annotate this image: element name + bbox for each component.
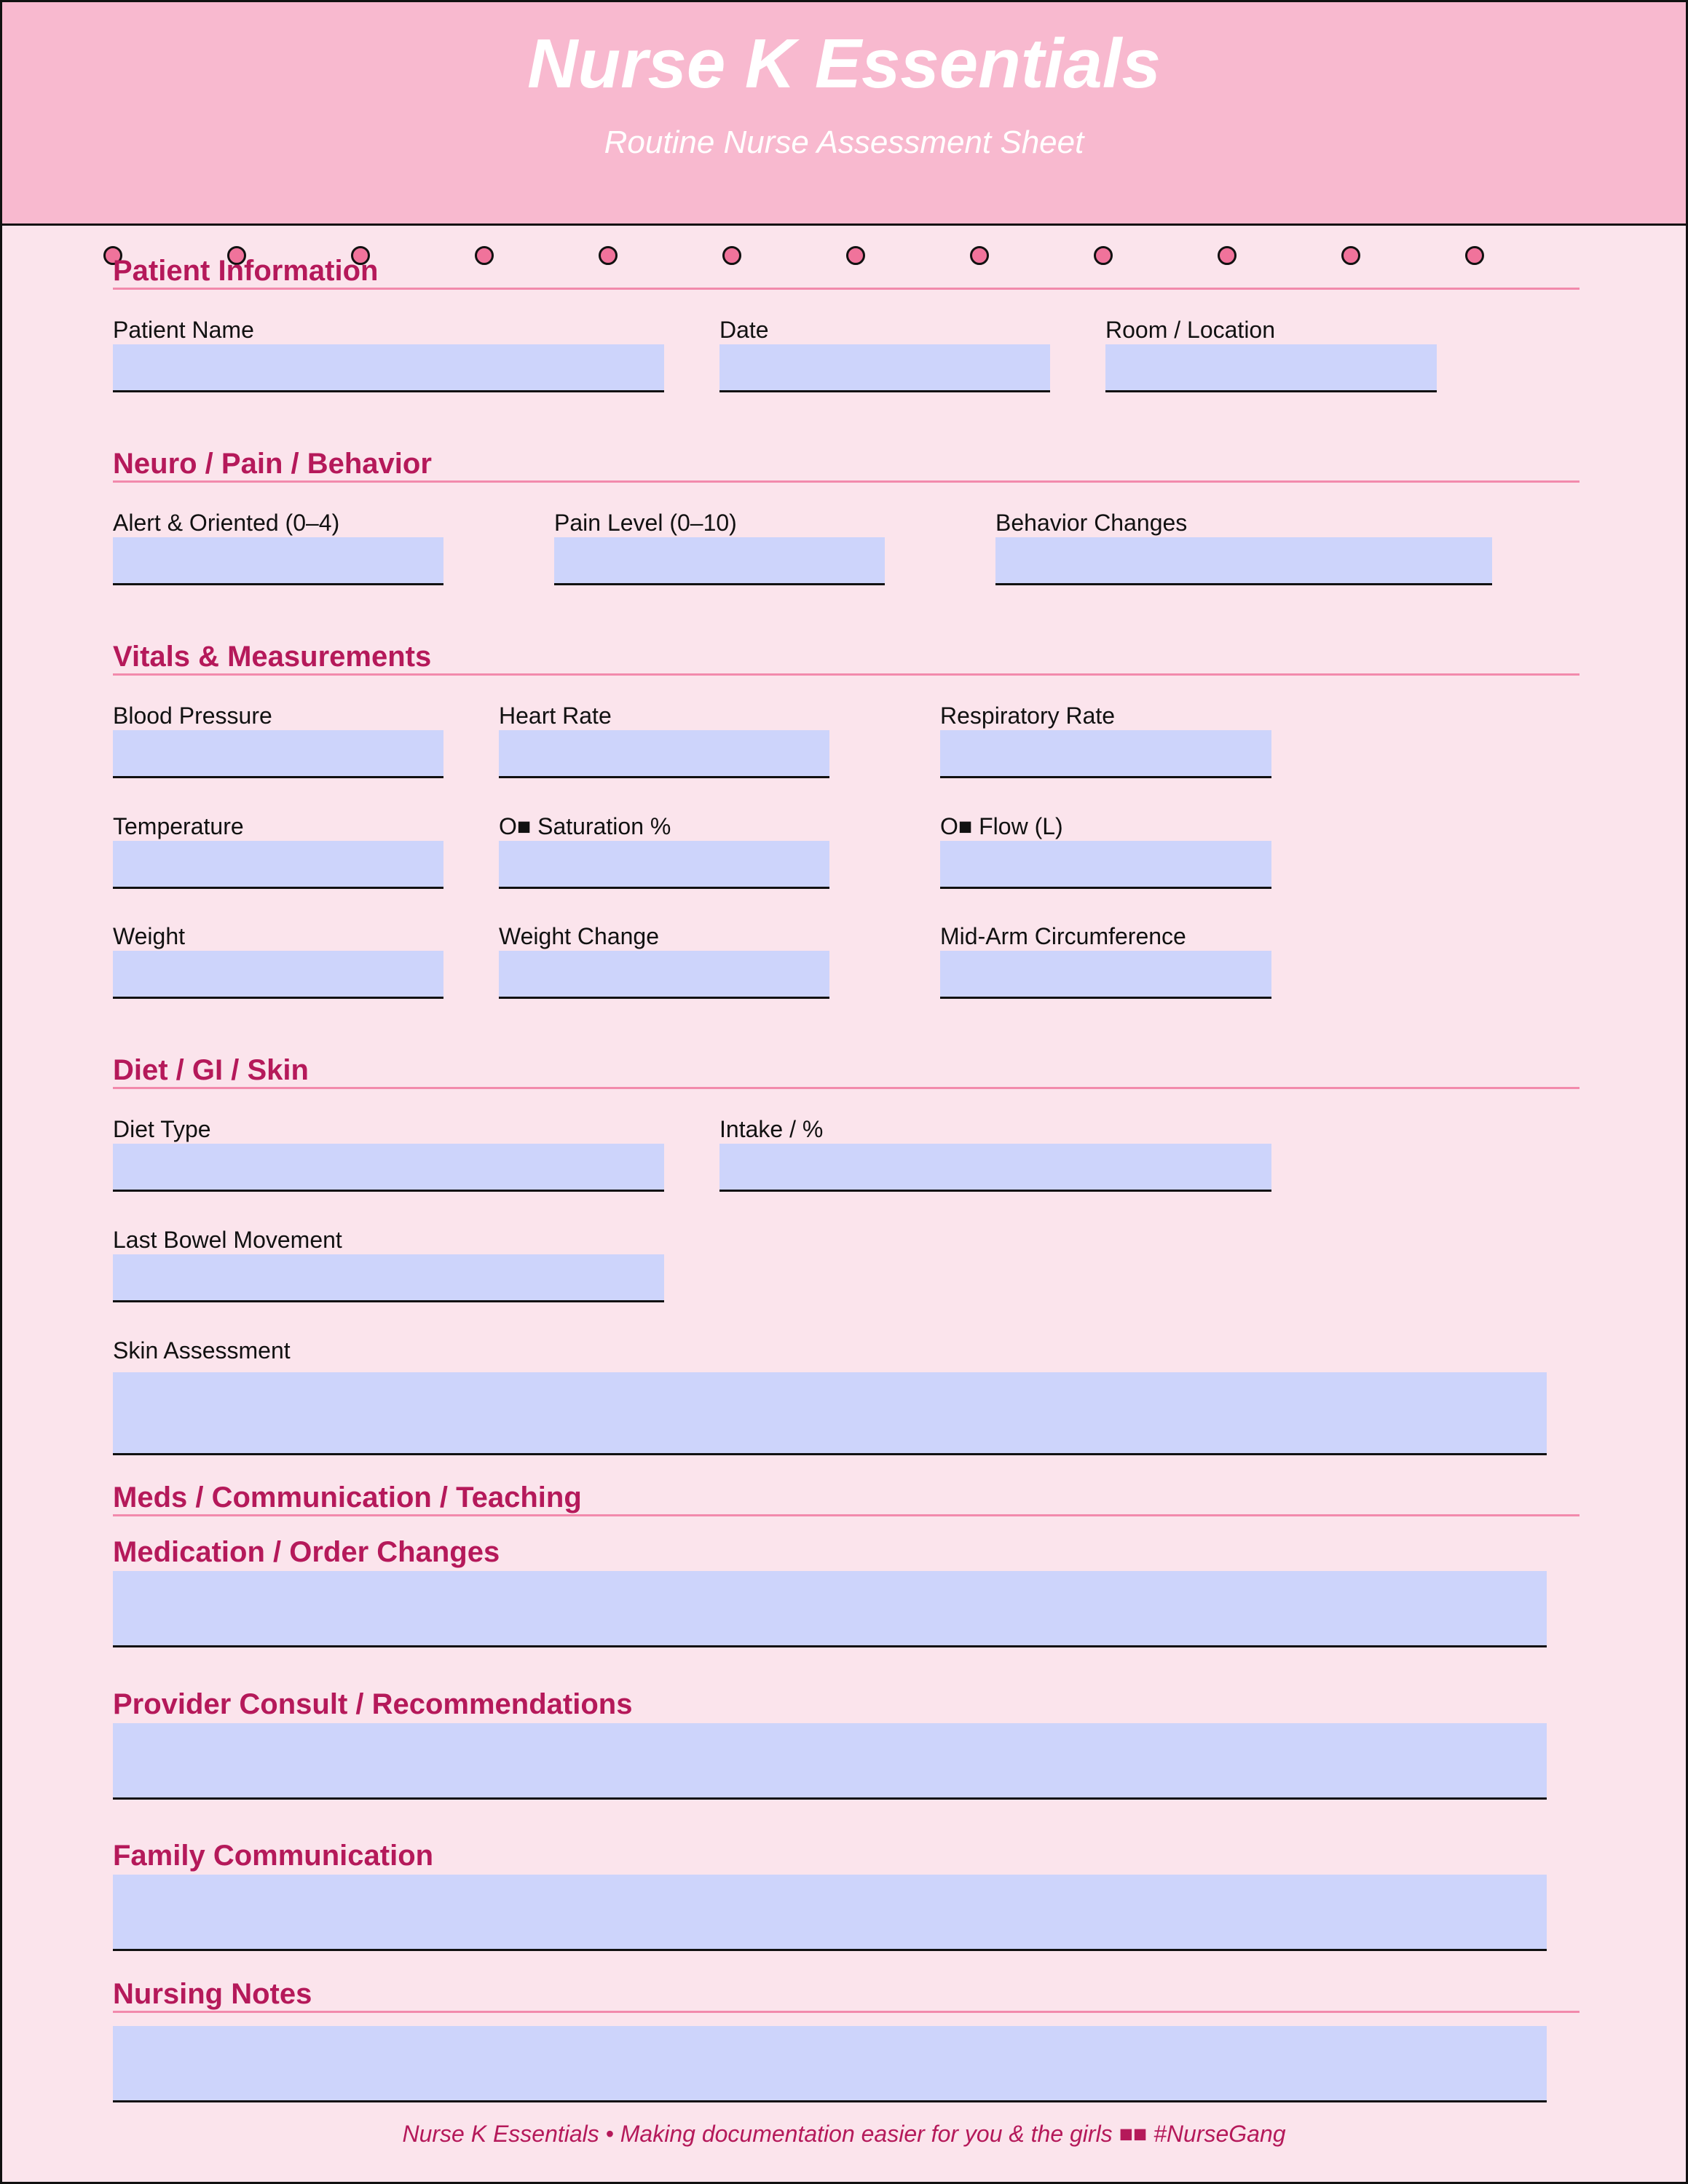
section-divider xyxy=(113,673,1579,676)
respiratory-rate-label: Respiratory Rate xyxy=(940,703,1116,729)
o2-flow-input[interactable] xyxy=(940,841,1271,889)
skin-assessment-label: Skin Assessment xyxy=(113,1337,291,1364)
pain-level-input[interactable] xyxy=(554,537,885,585)
behavior-changes-label: Behavior Changes xyxy=(995,510,1188,536)
binder-hole-icon xyxy=(1341,246,1360,265)
binder-hole-icon xyxy=(1094,246,1113,265)
section-divider xyxy=(113,2011,1579,2013)
behavior-changes-input[interactable] xyxy=(995,537,1492,585)
medication-order-changes-label: Medication / Order Changes xyxy=(113,1536,500,1568)
section-divider xyxy=(113,1087,1579,1089)
family-communication-label: Family Communication xyxy=(113,1840,434,1872)
skin-assessment-input[interactable] xyxy=(113,1372,1547,1455)
provider-consult-input[interactable] xyxy=(113,1723,1547,1800)
section-diet-gi-skin: Diet / GI / Skin xyxy=(113,1054,309,1086)
date-label: Date xyxy=(719,317,769,343)
alert-oriented-input[interactable] xyxy=(113,537,443,585)
weight-change-input[interactable] xyxy=(499,951,829,999)
blood-pressure-input[interactable] xyxy=(113,730,443,778)
heart-rate-label: Heart Rate xyxy=(499,703,612,729)
binder-hole-icon xyxy=(970,246,989,265)
binder-hole-icon xyxy=(599,246,618,265)
blood-pressure-label: Blood Pressure xyxy=(113,703,272,729)
nursing-notes-input[interactable] xyxy=(113,2026,1547,2102)
patient-name-label: Patient Name xyxy=(113,317,254,343)
provider-consult-label: Provider Consult / Recommendations xyxy=(113,1688,633,1720)
family-communication-input[interactable] xyxy=(113,1875,1547,1951)
o2-saturation-input[interactable] xyxy=(499,841,829,889)
weight-input[interactable] xyxy=(113,951,443,999)
patient-name-input[interactable] xyxy=(113,344,664,392)
alert-oriented-label: Alert & Oriented (0–4) xyxy=(113,510,340,536)
section-vitals-measurements: Vitals & Measurements xyxy=(113,641,432,673)
page-title: Nurse K Essentials xyxy=(527,25,1161,103)
binder-hole-icon xyxy=(475,246,494,265)
medication-order-changes-input[interactable] xyxy=(113,1571,1547,1647)
o2-flow-label: O■ Flow (L) xyxy=(940,813,1063,839)
section-nursing-notes: Nursing Notes xyxy=(113,1978,312,2010)
o2-saturation-label: O■ Saturation % xyxy=(499,813,671,839)
section-patient-information: Patient Information xyxy=(113,255,379,287)
heart-rate-input[interactable] xyxy=(499,730,829,778)
binder-hole-icon xyxy=(1218,246,1237,265)
binder-hole-icon xyxy=(722,246,741,265)
last-bowel-movement-input[interactable] xyxy=(113,1254,664,1302)
section-divider xyxy=(113,1514,1579,1516)
binder-hole-icon xyxy=(1465,246,1484,265)
section-divider xyxy=(113,480,1579,483)
mid-arm-circumference-input[interactable] xyxy=(940,951,1271,999)
respiratory-rate-input[interactable] xyxy=(940,730,1271,778)
weight-label: Weight xyxy=(113,923,186,949)
last-bowel-movement-label: Last Bowel Movement xyxy=(113,1227,342,1253)
temperature-label: Temperature xyxy=(113,813,244,839)
mid-arm-circumference-label: Mid-Arm Circumference xyxy=(940,923,1186,949)
section-divider xyxy=(113,288,1579,290)
room-location-label: Room / Location xyxy=(1105,317,1276,343)
page-subtitle: Routine Nurse Assessment Sheet xyxy=(604,124,1084,160)
binder-hole-icon xyxy=(846,246,865,265)
section-neuro-pain-behavior: Neuro / Pain / Behavior xyxy=(113,448,432,480)
diet-type-label: Diet Type xyxy=(113,1116,211,1142)
diet-type-input[interactable] xyxy=(113,1144,664,1192)
section-meds-communication-teaching: Meds / Communication / Teaching xyxy=(113,1481,582,1514)
intake-input[interactable] xyxy=(719,1144,1271,1192)
room-location-input[interactable] xyxy=(1105,344,1437,392)
footer-tagline: Nurse K Essentials • Making documentation easier for you & the girls ■■ #NurseGang xyxy=(402,2121,1286,2147)
header-banner xyxy=(2,2,1686,226)
temperature-input[interactable] xyxy=(113,841,443,889)
intake-label: Intake / % xyxy=(719,1116,824,1142)
weight-change-label: Weight Change xyxy=(499,923,659,949)
date-input[interactable] xyxy=(719,344,1050,392)
pain-level-label: Pain Level (0–10) xyxy=(554,510,737,536)
